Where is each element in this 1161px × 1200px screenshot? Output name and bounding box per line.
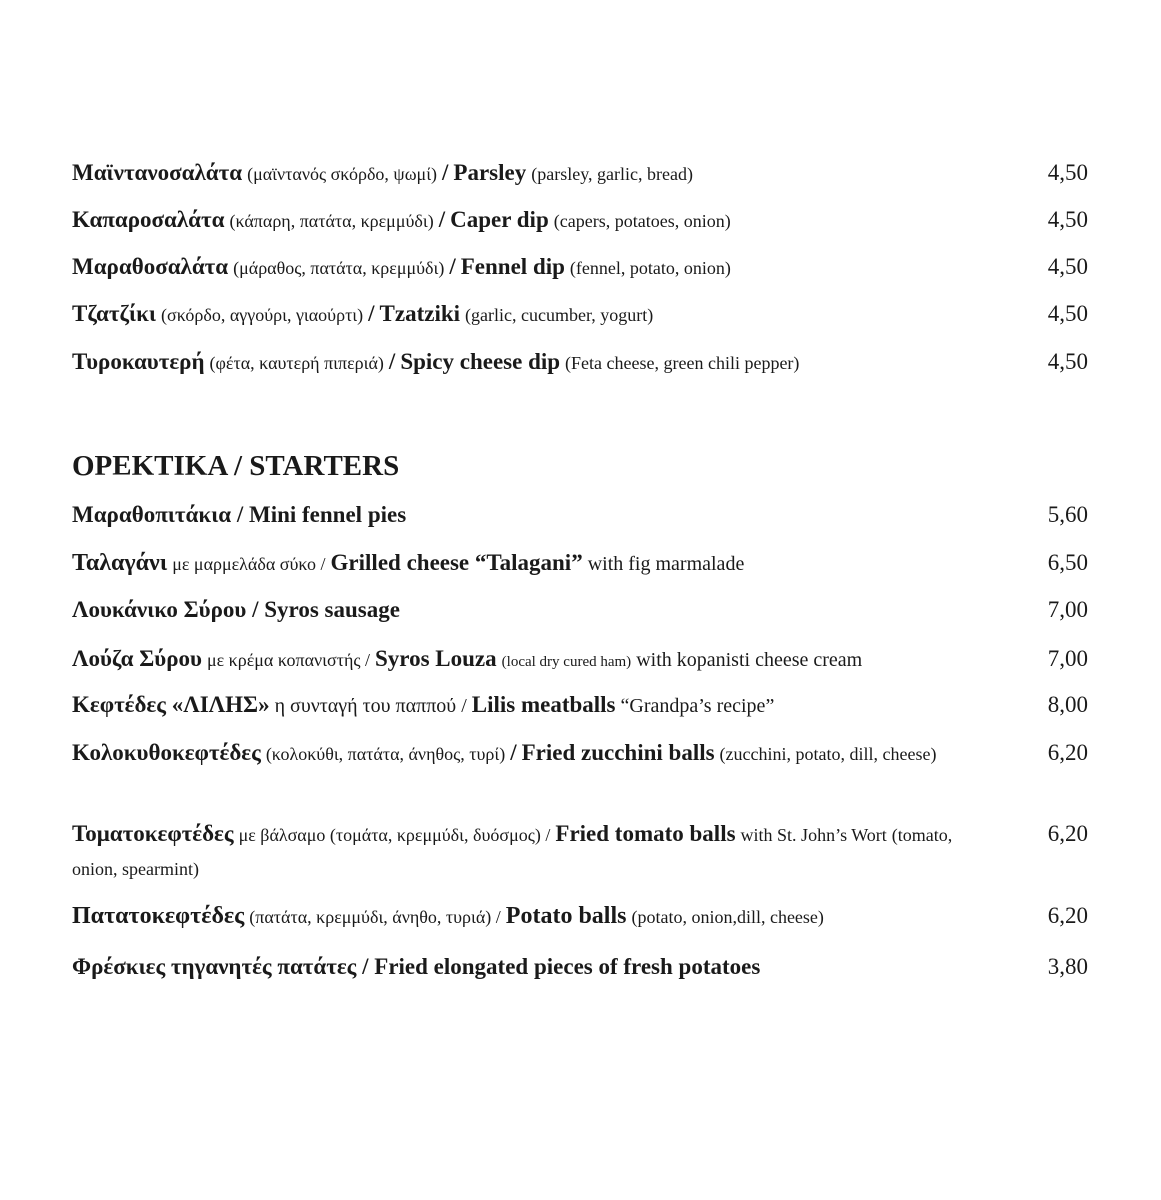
menu-item <box>72 250 1088 285</box>
menu-item <box>72 156 1088 191</box>
item-description <box>72 498 1002 533</box>
item-price: 4,50 <box>1047 301 1088 326</box>
item-note-english: (local dry cured ham) <box>501 654 632 670</box>
item-name-greek: Κολοκυθοκεφτέδες <box>72 740 261 765</box>
item-price: 7,00 <box>1047 597 1088 622</box>
item-name-english: Lilis meatballs <box>471 692 616 717</box>
item-description <box>72 250 1002 285</box>
item-desc-english: with St. John’s Wort <box>740 825 887 845</box>
item-price: 4,50 <box>1047 160 1088 185</box>
item-ingredients-english: (garlic, cucumber, yogurt) <box>465 305 654 325</box>
item-ingredients-greek: (κάπαρη, πατάτα, κρεμμύδι) <box>229 211 434 231</box>
item-description <box>72 899 1002 934</box>
item-description <box>72 817 1002 886</box>
menu-item <box>72 899 1088 934</box>
menu-item <box>72 203 1088 238</box>
menu-item <box>72 950 1088 985</box>
item-name-english: Tzatziki <box>379 301 461 326</box>
item-ingredients-english: (zucchini, potato, dill, cheese) <box>719 744 937 764</box>
menu-item <box>72 593 1088 628</box>
section-heading-starters: ΟΡΕΚΤΙΚΑ / STARTERS <box>72 450 400 482</box>
separator: / <box>368 301 375 326</box>
item-ingredients-english: (fennel, potato, onion) <box>569 258 731 278</box>
item-name-greek: Τζατζίκι <box>72 301 157 326</box>
item-ingredients-english: (parsley, garlic, bread) <box>531 164 693 184</box>
item-name: Φρέσκιες τηγανητές πατάτες / Fried elongated pieces of fresh potatoes <box>72 954 761 979</box>
item-name-greek: Τοματοκεφτέδες <box>72 821 234 846</box>
item-ingredients-greek: (κολοκύθι, πατάτα, άνηθος, τυρί) <box>265 744 506 764</box>
item-ingredients-greek: (μάραθος, πατάτα, κρεμμύδι) <box>233 258 445 278</box>
item-description <box>72 688 1002 723</box>
item-name-english: Fried tomato balls <box>555 821 736 846</box>
item-price: 4,50 <box>1047 349 1088 374</box>
item-name-english: Fennel dip <box>460 254 565 279</box>
item-ingredients-greek: (πατάτα, κρεμμύδι, άνηθο, τυριά) / <box>249 907 501 927</box>
item-name-english: Parsley <box>453 160 527 185</box>
item-name-greek: Καπαροσαλάτα <box>72 207 225 232</box>
item-name: Λουκάνικο Σύρου / Syros sausage <box>72 597 400 622</box>
item-price: 4,50 <box>1047 207 1088 232</box>
item-desc-greek: η συνταγή του παππού / <box>274 695 467 717</box>
item-name-greek: Ταλαγάνι <box>72 550 168 576</box>
item-name-greek: Μαραθοσαλάτα <box>72 254 229 279</box>
item-name-greek: Λούζα Σύρου <box>72 646 202 671</box>
item-description <box>72 297 1002 332</box>
item-name-english: Potato balls <box>505 903 627 929</box>
separator: / <box>388 349 396 374</box>
item-ingredients-greek: (σκόρδο, αγγούρι, γιαούρτι) <box>161 305 364 325</box>
item-name-english: Fried zucchini balls <box>521 740 715 765</box>
item-ingredients-english: (tomato, onion, spearmint) <box>72 825 953 879</box>
item-desc-greek: με βάλσαμο (τομάτα, κρεμμύδι, δυόσμος) / <box>238 825 551 845</box>
item-name-english: Syros Louza <box>375 646 497 671</box>
separator: / <box>510 740 517 765</box>
item-price: 6,20 <box>1047 740 1088 765</box>
separator: / <box>438 207 446 232</box>
separator: / <box>449 254 456 279</box>
item-desc-greek: με μαρμελάδα σύκο / <box>172 554 326 574</box>
item-description <box>72 156 1002 191</box>
item-price: 5,60 <box>1047 502 1088 527</box>
item-desc-english: with fig marmalade <box>587 553 745 575</box>
item-name-english: Grilled cheese “Talagani” <box>330 550 583 575</box>
item-price: 4,50 <box>1047 254 1088 279</box>
menu-item <box>72 546 1088 581</box>
menu-item <box>72 498 1088 533</box>
item-price: 3,80 <box>1047 954 1088 979</box>
item-name-greek: Κεφτέδες «ΛΙΛΗΣ» <box>72 692 270 717</box>
item-ingredients-english: (capers, potatoes, onion) <box>553 211 731 231</box>
item-price: 6,20 <box>1047 903 1088 928</box>
item-price: 6,20 <box>1047 821 1088 846</box>
item-ingredients-english: (potato, onion,dill, cheese) <box>631 907 824 927</box>
item-description <box>72 593 1002 628</box>
menu-item <box>72 642 1088 679</box>
item-desc-greek: με κρέμα κοπανιστής / <box>206 650 371 670</box>
menu-item <box>72 736 1088 771</box>
item-ingredients-greek: (φέτα, καυτερή πιπεριά) <box>209 353 384 373</box>
item-name-greek: Τυροκαυτερή <box>72 349 205 374</box>
item-price: 8,00 <box>1047 692 1088 717</box>
separator: / <box>442 160 449 185</box>
item-description <box>72 736 1002 771</box>
item-description <box>72 642 1002 679</box>
item-desc-english: “Grandpa’s recipe” <box>620 695 775 717</box>
item-name: Μαραθοπιτάκια / Mini fennel pies <box>72 502 407 527</box>
item-name-english: Caper dip <box>450 207 549 232</box>
item-price: 7,00 <box>1047 646 1088 671</box>
item-name-greek: Μαϊντανοσαλάτα <box>72 160 243 185</box>
item-name-english: Spicy cheese dip <box>400 349 561 374</box>
item-ingredients-greek: (μαϊντανός σκόρδο, ψωμί) <box>247 164 438 184</box>
menu-item <box>72 345 1088 380</box>
item-description <box>72 546 1002 581</box>
menu-item <box>72 297 1088 332</box>
item-ingredients-english: (Feta cheese, green chili pepper) <box>565 353 800 373</box>
menu-item <box>72 688 1088 723</box>
menu-item <box>72 817 1088 886</box>
item-description <box>72 345 1002 380</box>
item-price: 6,50 <box>1047 550 1088 575</box>
item-name-greek: Πατατοκεφτέδες <box>72 903 245 929</box>
item-description <box>72 203 1002 238</box>
item-desc-english: with kopanisti cheese cream <box>636 649 863 671</box>
item-description <box>72 950 1002 985</box>
